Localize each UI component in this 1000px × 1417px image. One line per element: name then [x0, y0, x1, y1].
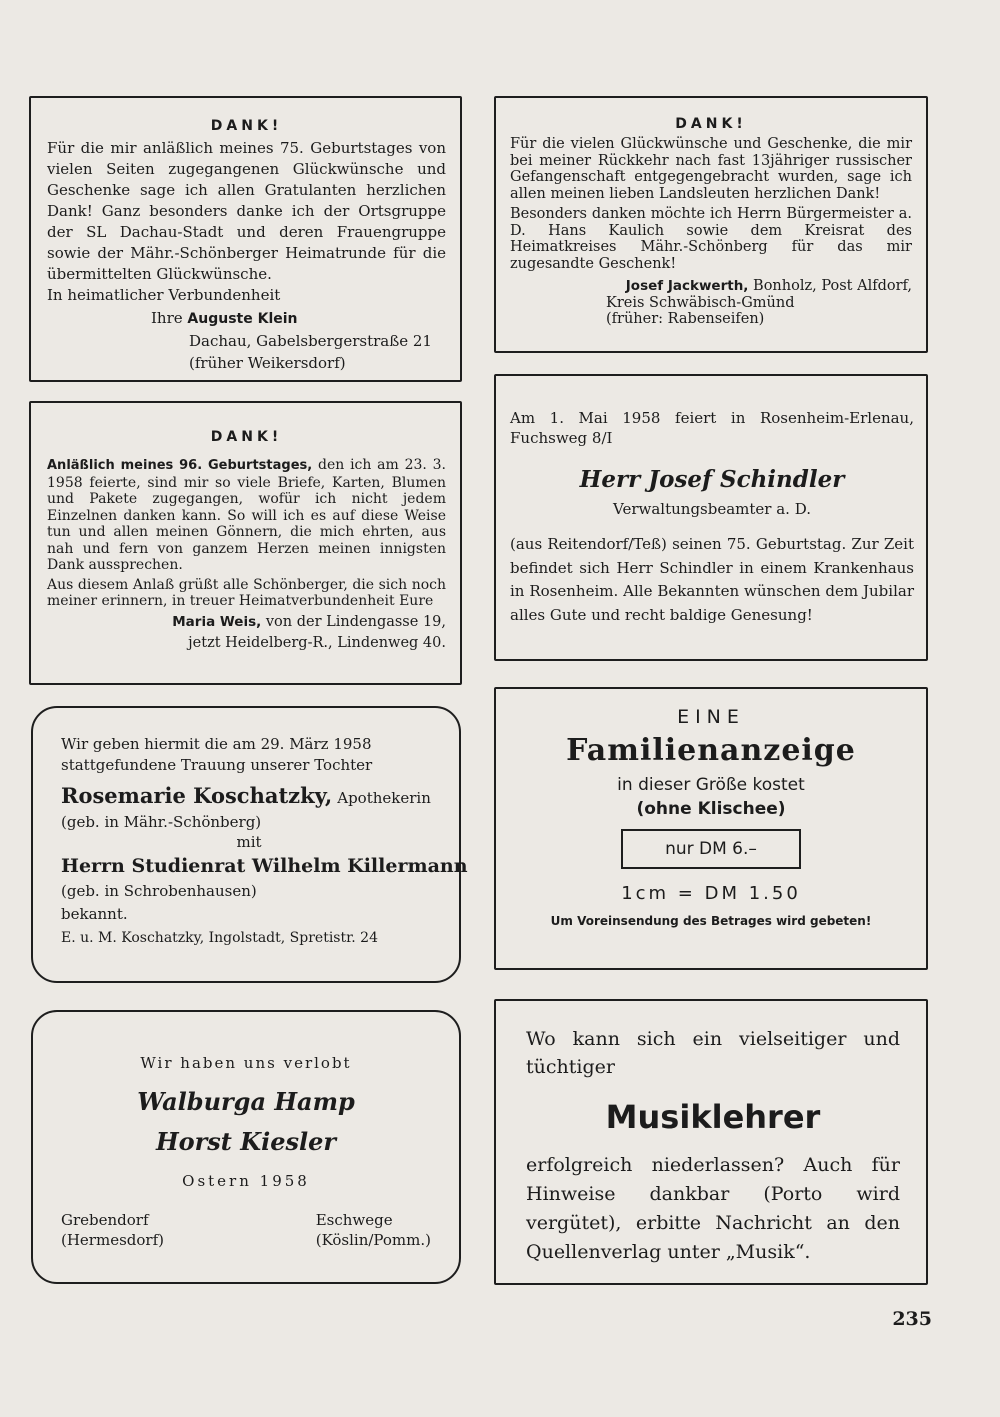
ad-signature: [510, 278, 912, 295]
place-right-2: (Köslin/Pomm.): [315, 1231, 431, 1249]
page-number: 235: [892, 1308, 932, 1330]
ad-title: Familienanzeige: [566, 733, 856, 768]
name-2: Horst Kiesler: [155, 1127, 337, 1156]
ad-heading: DANK!: [210, 118, 283, 134]
sig-prefix: Ihre: [151, 309, 183, 327]
ad-signature: [47, 612, 446, 633]
ad-rate: 1cm = DM 1.50: [621, 883, 801, 904]
ad-name: Herr Josef Schindler: [579, 466, 845, 493]
ad-body: (aus Reitendorf/Teß) seinen 75. Geburtstag. Zur Zeit befindet sich Herr Schindler in einem Krankenhaus in Rosenheim. Alle Bekannten wünschen dem Jubilar alles Gute und recht baldige Genesung!: [510, 535, 914, 624]
groom-name: Herrn Studienrat Wilhelm Killermann: [61, 855, 468, 877]
ad-former: (früher Weikersdorf): [189, 354, 346, 372]
sig-line-3: (früher: Rabenseifen): [606, 311, 765, 327]
ad-bekannt: bekannt.: [61, 905, 128, 923]
ad-intro: Wir haben uns verlobt: [140, 1054, 352, 1072]
ad-title: Verwaltungsbeamter a. D.: [613, 500, 811, 518]
ad-body-2: Besonders danken möchte ich Herrn Bürgermeister a. D. Hans Kaulich sowie dem Kreisrat des Heimatkreises Mähr.-Schönberg für das mir zugesandte Geschenk!: [510, 206, 912, 272]
place-left: [61, 1210, 164, 1250]
ad-mit: mit: [236, 833, 262, 851]
ad-note: Um Voreinsendung des Betrages wird gebeten!: [550, 914, 872, 928]
ad-engagement-hamp-kiesler: [31, 1010, 461, 1284]
ad-birthday-schindler: [494, 374, 928, 661]
ad-body: [47, 457, 446, 574]
ad-sender: E. u. M. Koschatzky, Ingolstadt, Spretistr. 24: [61, 930, 378, 946]
bride-name: Rosemarie Koschatzky,: [61, 783, 333, 808]
ad-dank-jackwerth: [494, 96, 928, 353]
ad-dank-klein: [29, 96, 462, 382]
ad-body-2: Aus diesem Anlaß grüßt alle Schönberger, die sich noch meiner erinnern, in treuer Heimatverbundenheit Eure: [47, 576, 446, 609]
sig-rest: von der Lindengasse 19,: [265, 613, 446, 630]
groom-origin: (geb. in Schrobenhausen): [61, 882, 257, 900]
price-box: [621, 829, 801, 869]
bride-job: Apothekerin: [337, 789, 431, 807]
ad-eine: EINE: [677, 706, 745, 728]
bride-origin: (geb. in Mähr.-Schönberg): [61, 813, 262, 831]
ad-bride: [61, 782, 437, 812]
ad-line-1: Wo kann sich ein vielseitiger und tüchtiger: [526, 1028, 900, 1078]
ad-signature: [47, 308, 446, 330]
ad-address: Dachau, Gabelsbergerstraße 21: [189, 332, 432, 350]
place-right: [316, 1210, 431, 1250]
ad-heading: DANK!: [210, 429, 283, 445]
ad-body-text: den ich am 23. 3. 1958 feierte, sind mir so viele Briefe, Karten, Blumen und Pakete zugegangen, wofür ich nicht jedem Einzelnen danken kann. So will ich es auf diese Weise tun und allen meinen Gönnern, die mich ehrten, aus nah und fern von ganzem Herzen meinen innigsten Dank aussprechen.: [47, 457, 447, 573]
place-left-2: (Hermesdorf): [61, 1231, 164, 1249]
ad-title: Musiklehrer: [605, 1098, 821, 1136]
ad-heading: DANK!: [675, 116, 747, 132]
place-right-1: Eschwege: [315, 1211, 393, 1229]
ad-body: erfolgreich niederlassen? Auch für Hinweise dankbar (Porto wird vergütet), erbitte Nachricht an den Quellenverlag unter „Musik“.: [526, 1154, 900, 1263]
sig-line-2: jetzt Heidelberg-R., Lindenweg 40.: [188, 634, 446, 651]
ad-line-2: (ohne Klischee): [636, 799, 786, 819]
ad-familienanzeige-price: [494, 687, 928, 970]
ad-body-1: Für die vielen Glückwünsche und Geschenke, die mir bei meiner Rückkehr nach fast 13jähriger russischer Gefangenschaft entgegengebracht wurden, sage ich allen meinen lieben Landsleuten herzlichen Dank!: [510, 136, 912, 202]
sig-name: Josef Jackwerth,: [625, 278, 749, 294]
ad-lead: Anläßlich meines 96. Geburtstages,: [47, 458, 313, 473]
ad-intro: Wir geben hiermit die am 29. März 1958 stattgefundene Trauung unserer Tochter: [61, 735, 373, 774]
ad-intro: Am 1. Mai 1958 feiert in Rosenheim-Erlenau, Fuchsweg 8/I: [510, 409, 914, 447]
name-1: Walburga Hamp: [137, 1087, 355, 1116]
ad-line-1: in dieser Größe kostet: [617, 775, 805, 795]
ad-dank-weis: [29, 401, 462, 685]
sig-place: Bonholz, Post Alfdorf,: [753, 278, 912, 294]
ad-places: [61, 1210, 431, 1250]
ad-closing: In heimatlicher Verbundenheit: [47, 286, 281, 304]
ad-body: Für die mir anläßlich meines 75. Geburtstages von vielen Seiten zugegangenen Glückwünsche und Geschenke sage ich allen Gratulanten herzlichen Dank! Ganz besonders danke ich der Ortsgruppe der SL Dachau-Stadt und deren Frauengruppe sowie der Mähr.-Schönberger Heimatrunde für die übermittelten Glückwünsche.: [47, 139, 446, 283]
sig-name: Maria Weis,: [172, 613, 262, 630]
place-left-1: Grebendorf: [61, 1211, 149, 1229]
ad-wedding-koschatzky: [31, 706, 468, 983]
ad-date: Ostern 1958: [182, 1172, 310, 1190]
ad-musiklehrer: [494, 999, 928, 1285]
sig-name: Auguste Klein: [187, 311, 298, 327]
sig-line-2: Kreis Schwäbisch-Gmünd: [606, 295, 795, 311]
price-label: nur DM 6.–: [665, 839, 757, 859]
